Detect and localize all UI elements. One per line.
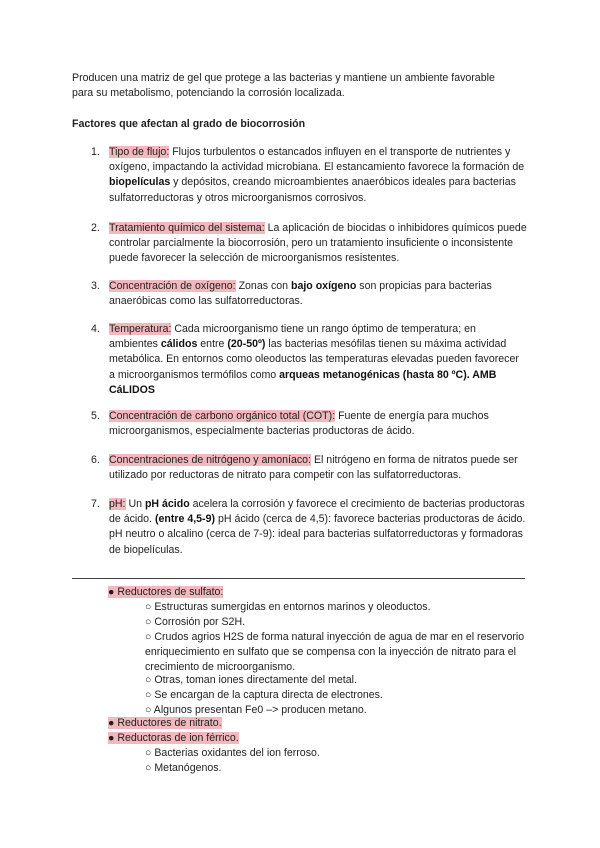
- sub-bullet-item: ○ Crudos agrios H2S de forma natural inyección de agua de mar en el reservorio enriquecimiento en sulfato que se compensa con la inyección de nitrato para el crecimiento de microorganismo.: [145, 631, 525, 674]
- list-item: Concentración de oxígeno: Zonas con bajo oxígeno son propicias para bacterias anaeróbicas como las sulfatorreductoras.: [109, 280, 492, 308]
- sub-bullet-icon: ○: [145, 674, 152, 686]
- sub-bullet-item: ○ Corrosión por S2H.: [145, 616, 246, 628]
- sub-bullet-item: ○ Estructuras sumergidas en entornos marinos y oleoductos.: [145, 601, 431, 613]
- list-number: 6.: [91, 454, 100, 466]
- item-label: Tratamiento químico del sistema:: [109, 222, 265, 234]
- sub-bullet-icon: ○: [145, 762, 152, 774]
- item-label: Concentración de oxígeno:: [109, 280, 236, 292]
- list-item: Concentración de carbono orgánico total (COT): Fuente de energía para muchos microorganismos, especialmente bacterias productoras de ácido.: [109, 410, 489, 438]
- sub-bullet-item: ○ Otras, toman iones directamente del metal.: [145, 674, 357, 686]
- list-number: 1.: [91, 146, 100, 158]
- sub-bullet-item: ○ Se encargan de la captura directa de electrones.: [145, 689, 383, 701]
- intro-paragraph: [72, 71, 532, 101]
- item-label: Tipo de flujo:: [109, 146, 170, 158]
- sub-bullet-icon: ○: [145, 689, 152, 701]
- item-label: pH:: [109, 498, 126, 510]
- sub-bullet-icon: ○: [145, 631, 152, 643]
- list-item: pH: Un pH ácido acelera la corrosión y favorece el crecimiento de bacterias productoras de ácido. (entre 4,5-9) pH ácido (cerca de 4,5): favorece bacterias productoras de ácido. pH neutro o alcalino (cerca de 7-9): ideal para bacterias sulfatorreductoras y formadoras de biopelículas.: [109, 498, 526, 556]
- intro-line-1: Producen una matriz de gel que protege a las bacterias y mantiene un ambiente favorable: [72, 72, 495, 84]
- bullet-icon: ●: [108, 586, 115, 598]
- bullet-icon: ●: [108, 717, 115, 729]
- bullet-item: ● Reductoras de ion férrico.: [108, 732, 239, 744]
- sub-bullet-icon: ○: [145, 601, 152, 613]
- item-label: Concentraciones de nitrógeno y amoníaco:: [109, 454, 311, 466]
- list-number: 3.: [91, 280, 100, 292]
- sub-bullet-icon: ○: [145, 616, 152, 628]
- list-number: 2.: [91, 222, 100, 234]
- item-label: Temperatura:: [109, 323, 172, 335]
- bullet-icon: ●: [108, 732, 115, 744]
- list-number: 5.: [91, 410, 100, 422]
- item-label: Concentración de carbono orgánico total (COT):: [109, 410, 336, 422]
- section-heading: Factores que afectan al grado de biocorrosión: [72, 118, 306, 130]
- bullet-item: ● Reductores de nitrato.: [108, 717, 222, 729]
- list-number: 7.: [91, 498, 100, 510]
- sub-bullet-icon: ○: [145, 704, 152, 716]
- divider: [72, 578, 525, 579]
- list-number: 4.: [91, 323, 100, 335]
- list-item: Concentraciones de nitrógeno y amoníaco: El nitrógeno en forma de nitratos puede ser utilizado por reductoras de nitrato para competir con las sulfatorreductoras.: [109, 454, 518, 482]
- bullet-item: ● Reductores de sulfato:: [108, 586, 224, 598]
- sub-bullet-item: ○ Algunos presentan Fe0 –> producen metano.: [145, 704, 367, 716]
- list-item: Tratamiento químico del sistema: La aplicación de biocidas o inhibidores químicos puede controlar parcialmente la biocorrosión, pero un tratamiento insuficiente o inconsistente puede favorecer la selección de microorganismos resistentes.: [109, 222, 527, 265]
- intro-line-2: para su metabolismo, potenciando la corrosión localizada.: [72, 87, 345, 100]
- sub-bullet-item: ○ Bacterias oxidantes del ion ferroso.: [145, 747, 320, 759]
- list-item: Tipo de flujo: Flujos turbulentos o estancados influyen en el transporte de nutrientes y oxígeno, impactando la actividad microbiana. El estancamiento favorece la formación de biopelículas y depósitos, creando microambientes anaeróbicos ideales para bacterias sulfatorreductoras y otros microorganismos corrosivos.: [109, 146, 525, 204]
- sub-bullet-icon: ○: [145, 747, 152, 759]
- list-item: Temperatura: Cada microorganismo tiene un rango óptimo de temperatura; en ambientes cálidos entre (20-50º) las bacterias mesófilas tienen su máxima actividad metabólica. En entornos como oleoductos las temperaturas elevadas pueden favorecer a microorganismos termófilos como arqueas metanogénicas (hasta 80 ºC). AMB CáLIDOS: [109, 323, 519, 396]
- sub-bullet-item: ○ Metanógenos.: [145, 762, 222, 774]
